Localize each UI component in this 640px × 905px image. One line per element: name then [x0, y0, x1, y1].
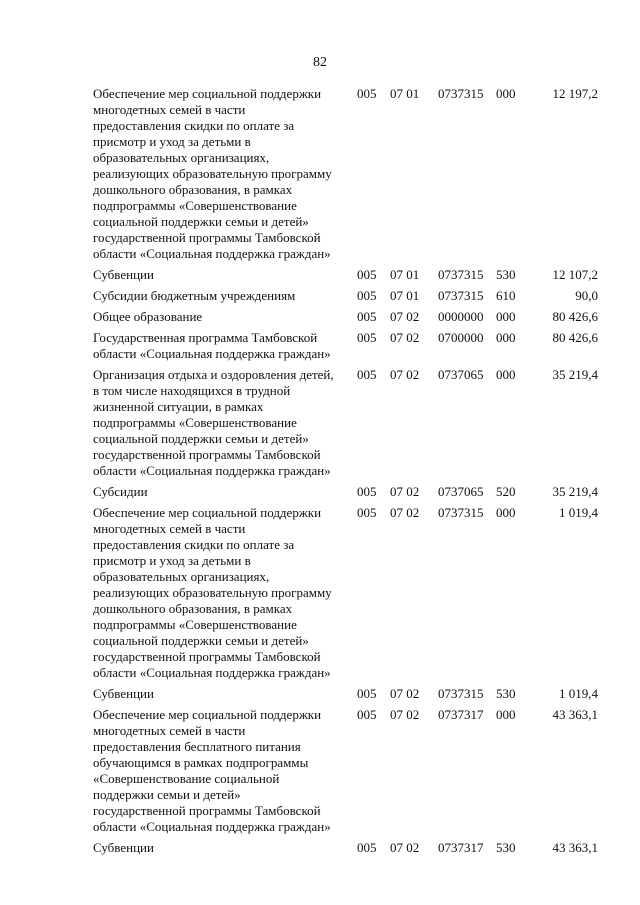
table-row — [0, 267, 640, 283]
cell-ministry: 005 — [357, 309, 377, 324]
cell-section: 07 02 — [390, 367, 420, 382]
cell-section: 07 02 — [390, 330, 420, 345]
cell-amount: 35 219,4 — [552, 484, 598, 499]
cell-section: 07 02 — [390, 505, 420, 520]
table-row — [0, 686, 640, 702]
cell-expense-type: 000 — [496, 367, 516, 382]
cell-target-article: 0737315 — [438, 505, 484, 520]
cell-target-article: 0000000 — [438, 309, 484, 324]
cell-section: 07 02 — [390, 686, 420, 701]
row-name: Общее образование — [93, 309, 203, 324]
cell-target-article: 0737315 — [438, 267, 484, 282]
cell-ministry: 005 — [357, 686, 377, 701]
cell-amount: 43 363,1 — [552, 707, 598, 722]
table-row — [0, 840, 640, 856]
cell-ministry: 005 — [357, 505, 377, 520]
row-name: Государственная программа Тамбовской области «Социальная поддержка граждан» — [93, 330, 331, 361]
cell-ministry: 005 — [357, 840, 377, 855]
cell-target-article: 0737315 — [438, 86, 484, 101]
row-name: Обеспечение мер социальной поддержки многодетных семей в части предоставления скидки по оплате за присмотр и уход за детьми в образовательных организациях, реализующих образовательную программу дошкольного образования, в рамках подпрограммы «Совершенствование социальной поддержки семьи и детей» государственной программы Тамбовской области «Социальная поддержка граждан» — [93, 86, 332, 261]
cell-expense-type: 610 — [496, 288, 516, 303]
cell-expense-type: 530 — [496, 840, 516, 855]
row-name: Организация отдыха и оздоровления детей, в том числе находящихся в трудной жизненной ситуации, в рамках подпрограммы «Совершенствование социальной поддержки семьи и детей» государственной программы Тамбовской области «Социальная поддержка граждан» — [93, 367, 334, 478]
cell-section: 07 01 — [390, 86, 420, 101]
cell-amount: 43 363,1 — [552, 840, 598, 855]
cell-section: 07 01 — [390, 288, 420, 303]
cell-section: 07 02 — [390, 309, 420, 324]
table-row — [0, 367, 640, 479]
cell-ministry: 005 — [357, 86, 377, 101]
cell-amount: 1 019,4 — [559, 505, 598, 520]
cell-section: 07 02 — [390, 707, 420, 722]
table-row — [0, 288, 640, 304]
cell-target-article: 0737317 — [438, 840, 484, 855]
cell-amount: 35 219,4 — [552, 367, 598, 382]
table-row — [0, 707, 640, 835]
cell-section: 07 02 — [390, 840, 420, 855]
cell-amount: 1 019,4 — [559, 686, 598, 701]
cell-expense-type: 530 — [496, 686, 516, 701]
cell-ministry: 005 — [357, 267, 377, 282]
cell-expense-type: 530 — [496, 267, 516, 282]
cell-expense-type: 000 — [496, 505, 516, 520]
row-name: Обеспечение мер социальной поддержки многодетных семей в части предоставления скидки по оплате за присмотр и уход за детьми в образовательных организациях, реализующих образовательную программу дошкольного образования, в рамках подпрограммы «Совершенствование социальной поддержки семьи и детей» государственной программы Тамбовской области «Социальная поддержка граждан» — [93, 505, 332, 680]
cell-target-article: 0700000 — [438, 330, 484, 345]
cell-target-article: 0737065 — [438, 367, 484, 382]
cell-amount: 12 107,2 — [552, 267, 598, 282]
cell-expense-type: 000 — [496, 309, 516, 324]
cell-amount: 80 426,6 — [552, 309, 598, 324]
cell-section: 07 02 — [390, 484, 420, 499]
row-name: Субвенции — [93, 267, 154, 282]
cell-ministry: 005 — [357, 707, 377, 722]
cell-ministry: 005 — [357, 288, 377, 303]
cell-target-article: 0737065 — [438, 484, 484, 499]
cell-expense-type: 000 — [496, 707, 516, 722]
table-row — [0, 330, 640, 362]
cell-ministry: 005 — [357, 484, 377, 499]
cell-target-article: 0737315 — [438, 686, 484, 701]
cell-ministry: 005 — [357, 330, 377, 345]
cell-expense-type: 000 — [496, 86, 516, 101]
table-row — [0, 86, 640, 262]
cell-amount: 80 426,6 — [552, 330, 598, 345]
cell-amount: 90,0 — [575, 288, 598, 303]
row-name: Субвенции — [93, 840, 154, 855]
table-row — [0, 484, 640, 500]
cell-expense-type: 000 — [496, 330, 516, 345]
budget-table — [0, 86, 640, 861]
row-name: Субсидии бюджетным учреждениям — [93, 288, 296, 303]
cell-expense-type: 520 — [496, 484, 516, 499]
row-name: Субсидии — [93, 484, 148, 499]
page-number: 82 — [313, 55, 327, 70]
cell-section: 07 01 — [390, 267, 420, 282]
cell-amount: 12 197,2 — [552, 86, 598, 101]
cell-ministry: 005 — [357, 367, 377, 382]
row-name: Обеспечение мер социальной поддержки многодетных семей в части предоставления бесплатного питания обучающимся в рамках подпрограммы «Совершенствование социальной поддержки семьи и детей» государственной программы Тамбовской области «Социальная поддержка граждан» — [93, 707, 331, 834]
row-name: Субвенции — [93, 686, 154, 701]
cell-target-article: 0737315 — [438, 288, 484, 303]
cell-target-article: 0737317 — [438, 707, 484, 722]
table-row — [0, 309, 640, 325]
table-row — [0, 505, 640, 681]
